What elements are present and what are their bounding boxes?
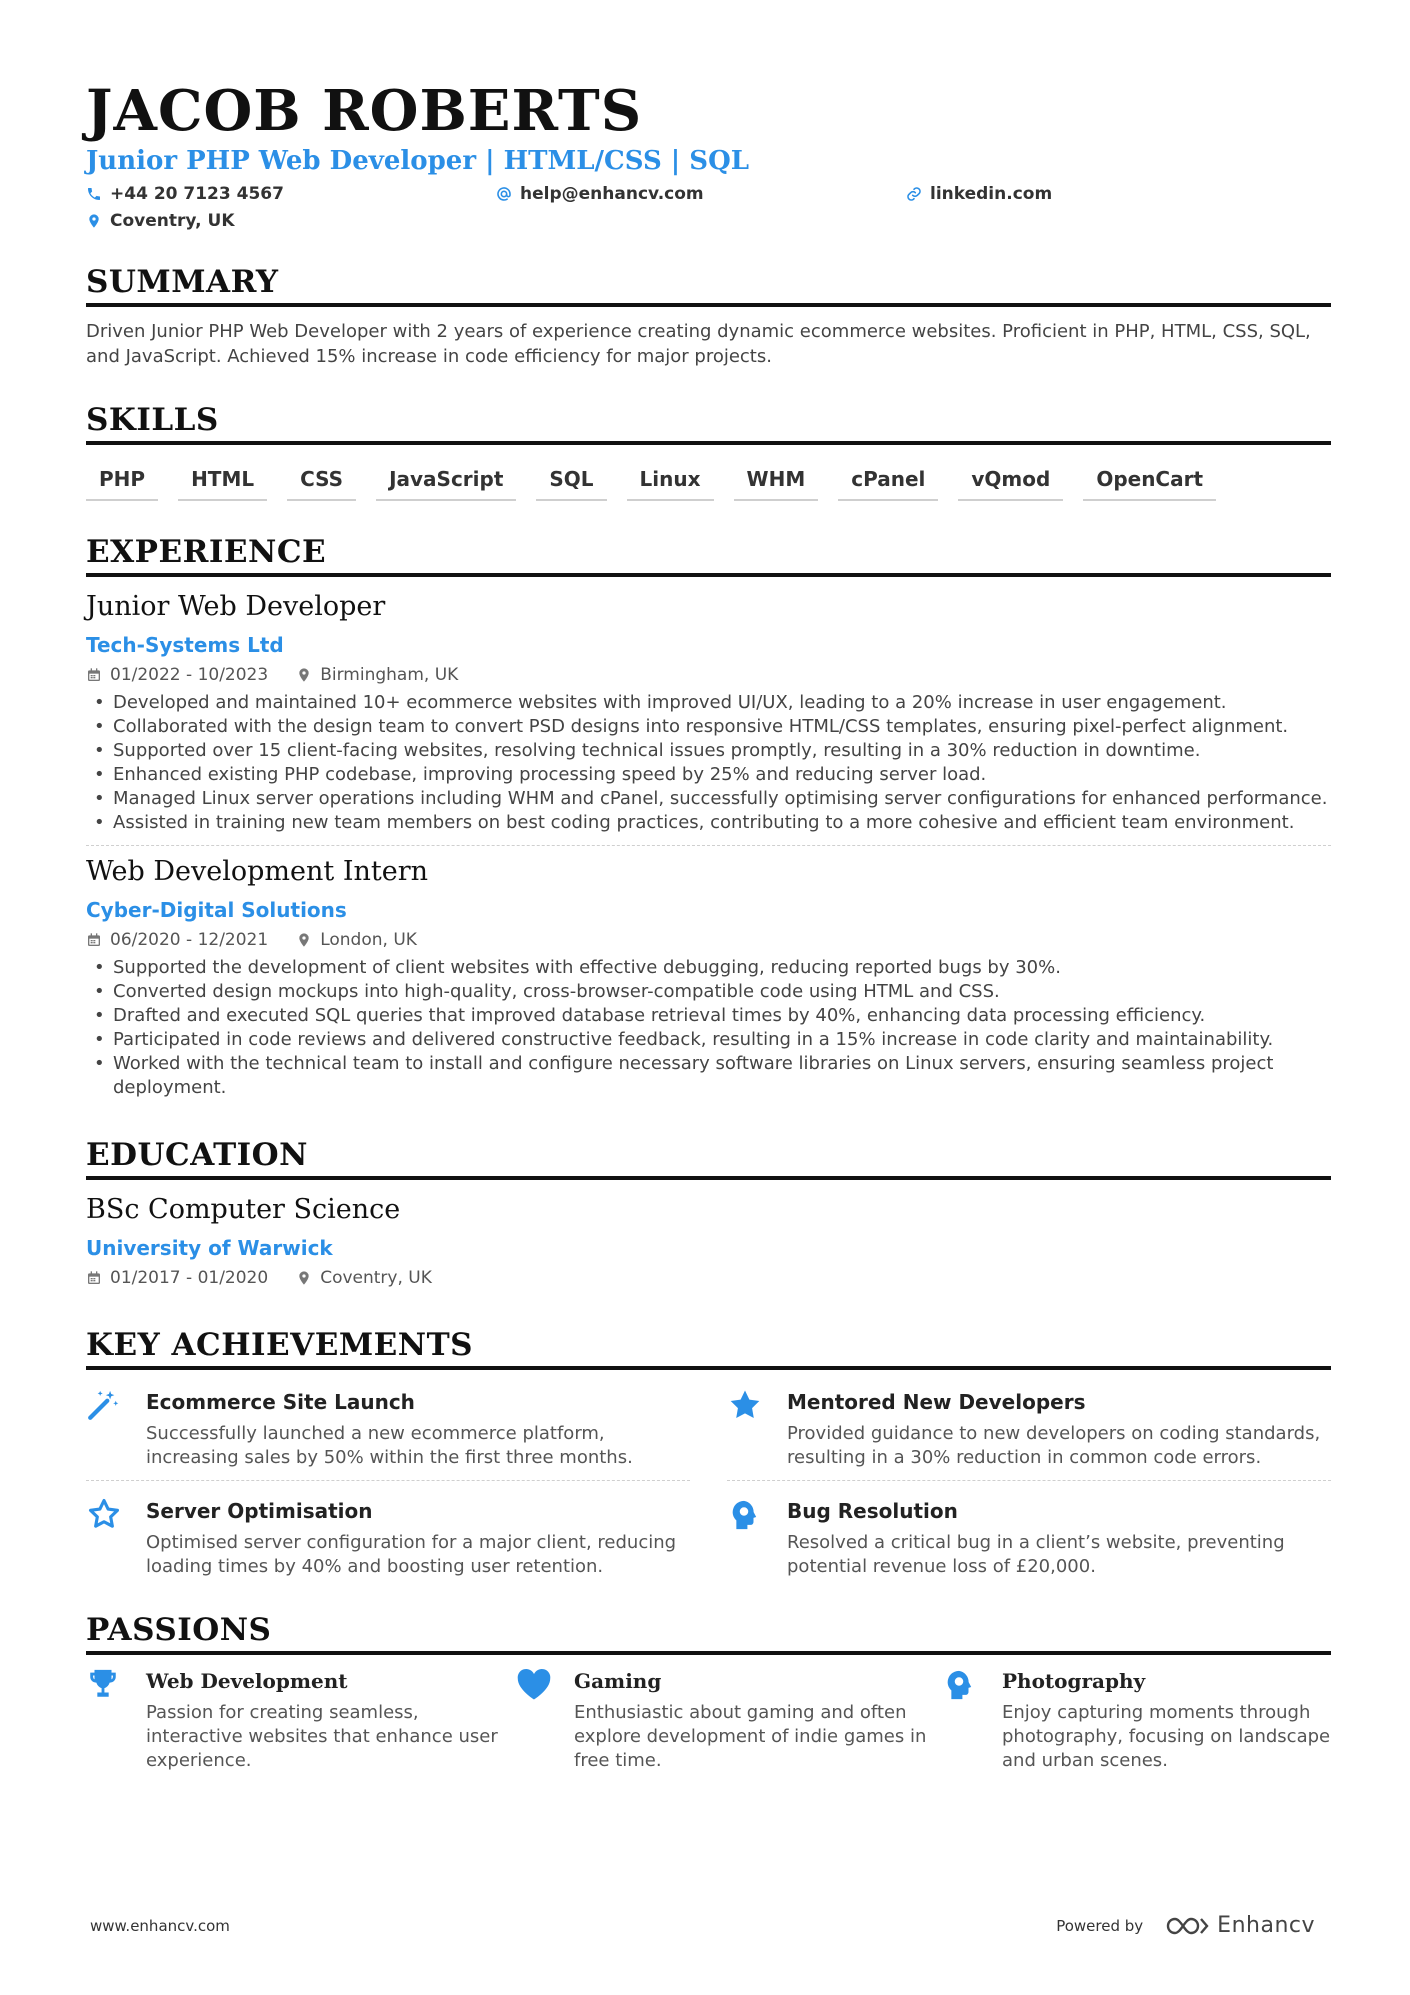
passion-item xyxy=(514,1667,942,1773)
passions-grid xyxy=(86,1667,1331,1773)
job-title: Web Development Intern xyxy=(86,856,429,887)
candidate-headline: Junior PHP Web Developer | HTML/CSS | SQL xyxy=(86,146,749,176)
skill-tag: PHP xyxy=(86,465,158,501)
skill-tag: CSS xyxy=(287,465,356,501)
skill-tag: vQmod xyxy=(958,465,1063,501)
section-title-achievements: KEY ACHIEVEMENTS xyxy=(86,1326,1331,1370)
star-icon xyxy=(727,1388,763,1422)
skill-tag: cPanel xyxy=(838,465,938,501)
list-item: • Assisted in training new team members on best coding practices, contributing to a more cohesive and efficient team environment. xyxy=(86,811,1331,835)
school-name: University of Warwick xyxy=(86,1236,333,1260)
job-dates: 01/2022 - 10/2023 xyxy=(86,663,268,687)
job-bullets xyxy=(86,956,1331,1100)
calendar-icon xyxy=(86,1270,102,1286)
list-item: • Worked with the technical team to install and configure necessary software libraries on Linux servers, ensuring seamless project deployment. xyxy=(86,1052,1331,1100)
section-title-summary: SUMMARY xyxy=(86,263,1331,307)
skills-list xyxy=(86,465,1331,501)
education-dates: 01/2017 - 01/2020 xyxy=(86,1266,268,1290)
at-icon xyxy=(496,186,512,202)
trophy-icon xyxy=(86,1667,120,1701)
list-item: • Enhanced existing PHP codebase, improving processing speed by 25% and reducing server load. xyxy=(86,763,1331,787)
resume-header xyxy=(86,78,1331,233)
location-text: Coventry, UK xyxy=(110,211,235,231)
achievement-title: Server Optimisation xyxy=(146,1499,373,1523)
company-name: Cyber-Digital Solutions xyxy=(86,898,347,922)
achievement-desc: Resolved a critical bug in a client’s website, preventing potential revenue loss of £20,000. xyxy=(787,1532,1285,1577)
job-meta xyxy=(86,663,1331,687)
passion-title: Web Development xyxy=(146,1669,348,1693)
skills-section xyxy=(86,401,1331,501)
achievement-item xyxy=(86,1481,690,1589)
passion-desc: Passion for creating seamless, interactive websites that enhance user experience. xyxy=(146,1702,498,1771)
experience-entry xyxy=(86,854,1331,1100)
entry-divider xyxy=(86,845,1331,846)
footer-website-link[interactable]: www.enhancv.com xyxy=(90,1916,230,1935)
passion-title: Gaming xyxy=(574,1669,662,1693)
achievement-item xyxy=(86,1382,690,1480)
achievement-title: Bug Resolution xyxy=(787,1499,958,1523)
list-item: • Participated in code reviews and delivered constructive feedback, resulting in a 15% increase in code clarity and maintainability. xyxy=(86,1028,1331,1052)
calendar-icon xyxy=(86,932,102,948)
heart-icon xyxy=(514,1667,554,1701)
job-meta xyxy=(86,928,1331,952)
passion-title: Photography xyxy=(1002,1669,1146,1693)
achievement-desc: Optimised server configuration for a major client, reducing loading times by 40% and boosting user retention. xyxy=(146,1532,677,1577)
education-meta xyxy=(86,1266,1331,1290)
achievement-title: Ecommerce Site Launch xyxy=(146,1390,415,1414)
summary-section xyxy=(86,263,1331,369)
contact-location xyxy=(86,209,496,233)
page-footer xyxy=(90,1913,1315,1938)
contact-linkedin[interactable] xyxy=(906,182,1206,206)
enhancv-logo[interactable] xyxy=(1165,1913,1315,1938)
phone-icon xyxy=(86,186,102,202)
achievements-grid xyxy=(86,1382,1331,1589)
achievement-title: Mentored New Developers xyxy=(787,1390,1086,1414)
magic-wand-icon xyxy=(86,1388,120,1422)
skill-tag: Linux xyxy=(627,465,714,501)
contact-info xyxy=(86,182,1331,233)
skill-tag: OpenCart xyxy=(1083,465,1216,501)
skill-tag: HTML xyxy=(178,465,267,501)
education-section xyxy=(86,1136,1331,1290)
location-pin-icon xyxy=(296,1270,312,1286)
star-outline-icon xyxy=(86,1497,122,1531)
achievements-section xyxy=(86,1326,1331,1589)
list-item: • Developed and maintained 10+ ecommerce websites with improved UI/UX, leading to a 20% increase in user engagement. xyxy=(86,691,1331,715)
brand-name: Enhancv xyxy=(1217,1913,1315,1938)
passions-section xyxy=(86,1611,1331,1773)
job-location: Birmingham, UK xyxy=(296,663,458,687)
experience-entry xyxy=(86,589,1331,835)
job-location: London, UK xyxy=(296,928,417,952)
skill-tag: WHM xyxy=(734,465,819,501)
powered-by xyxy=(1056,1913,1315,1938)
skill-tag: JavaScript xyxy=(376,465,516,501)
achievement-desc: Provided guidance to new developers on coding standards, resulting in a 30% reduction in common code errors. xyxy=(787,1423,1321,1468)
skill-tag: SQL xyxy=(536,465,606,501)
location-pin-icon xyxy=(86,213,102,229)
passion-item xyxy=(942,1667,1331,1773)
degree-title: BSc Computer Science xyxy=(86,1194,401,1225)
phone-text: +44 20 7123 4567 xyxy=(110,184,284,204)
list-item: • Managed Linux server operations including WHM and cPanel, successfully optimising server configurations for enhanced performance. xyxy=(86,787,1331,811)
email-text: help@enhancv.com xyxy=(520,184,704,204)
company-name: Tech-Systems Ltd xyxy=(86,633,284,657)
contact-email[interactable] xyxy=(496,182,906,206)
achievement-desc: Successfully launched a new ecommerce platform, increasing sales by 50% within the first three months. xyxy=(146,1423,633,1468)
list-item: • Converted design mockups into high-quality, cross-browser-compatible code using HTML and CSS. xyxy=(86,980,1331,1004)
list-item: • Supported over 15 client-facing websites, resolving technical issues promptly, resulting in a 30% reduction in downtime. xyxy=(86,739,1331,763)
list-item: • Supported the development of client websites with effective debugging, reducing reported bugs by 30%. xyxy=(86,956,1331,980)
candidate-name: JACOB ROBERTS xyxy=(86,78,643,144)
resume-page xyxy=(86,78,1331,1773)
list-item: • Collaborated with the design team to convert PSD designs into responsive HTML/CSS templates, ensuring pixel-perfect alignment. xyxy=(86,715,1331,739)
passion-desc: Enjoy capturing moments through photography, focusing on landscape and urban scenes. xyxy=(1002,1702,1331,1771)
contact-phone[interactable] xyxy=(86,182,496,206)
section-title-skills: SKILLS xyxy=(86,401,1331,445)
linkedin-text: linkedin.com xyxy=(930,184,1053,204)
passion-desc: Enthusiastic about gaming and often explore development of indie games in free time. xyxy=(574,1702,927,1771)
infinity-logo-icon xyxy=(1165,1915,1209,1937)
experience-section xyxy=(86,533,1331,1100)
section-title-passions: PASSIONS xyxy=(86,1611,1331,1655)
head-icon xyxy=(942,1667,976,1703)
location-pin-icon xyxy=(296,667,312,683)
powered-by-label: Powered by xyxy=(1056,1916,1144,1935)
job-bullets xyxy=(86,691,1331,835)
section-title-education: EDUCATION xyxy=(86,1136,1331,1180)
section-title-experience: EXPERIENCE xyxy=(86,533,1331,577)
summary-text: Driven Junior PHP Web Developer with 2 years of experience creating dynamic ecommerce websites. Proficient in PHP, HTML, CSS, SQL, and JavaScript. Achieved 15% increase in code efficiency for major projects. xyxy=(86,321,1311,367)
link-icon xyxy=(906,186,922,202)
achievement-item xyxy=(727,1481,1331,1589)
job-title: Junior Web Developer xyxy=(86,591,386,622)
list-item: • Drafted and executed SQL queries that improved database retrieval times by 40%, enhancing data processing efficiency. xyxy=(86,1004,1331,1028)
achievement-item xyxy=(727,1382,1331,1480)
location-pin-icon xyxy=(296,932,312,948)
calendar-icon xyxy=(86,667,102,683)
passion-item xyxy=(86,1667,514,1773)
job-dates: 06/2020 - 12/2021 xyxy=(86,928,268,952)
head-icon xyxy=(727,1497,761,1533)
education-location: Coventry, UK xyxy=(296,1266,432,1290)
